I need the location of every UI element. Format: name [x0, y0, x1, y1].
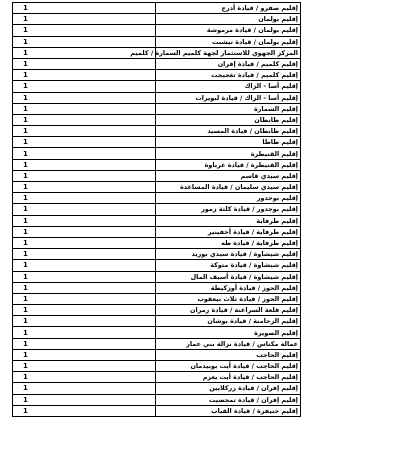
row-name-cell: إقليم طاطا	[156, 137, 301, 148]
table-row	[13, 103, 301, 114]
row-name-cell: إقليم صفرو / قيادة أدرج	[156, 3, 301, 14]
row-count-cell: 1	[13, 92, 156, 103]
table-row	[13, 170, 301, 181]
row-name-cell: إقليم طانطان	[156, 114, 301, 125]
row-count-cell: 1	[13, 383, 156, 394]
row-name-cell: إقليم الحاجب / قيادة أيت بوبيدمان	[156, 361, 301, 372]
row-count-cell: 1	[13, 114, 156, 125]
row-count-cell: 1	[13, 349, 156, 360]
row-count-cell: 1	[13, 316, 156, 327]
row-count-cell: 1	[13, 305, 156, 316]
row-count-cell: 1	[13, 70, 156, 81]
row-name-cell: إقليم القنيطرة / قيادة عرباوة	[156, 159, 301, 170]
table-row	[13, 405, 301, 416]
row-name-cell: إقليم الحوز / قيادة ثلاث نيعقوب	[156, 293, 301, 304]
table-row	[13, 394, 301, 405]
table-row	[13, 338, 301, 349]
table-row	[13, 114, 301, 125]
row-count-cell: 1	[13, 226, 156, 237]
table-row	[13, 361, 301, 372]
table-row	[13, 70, 301, 81]
row-count-cell: 1	[13, 47, 156, 58]
row-count-cell: 1	[13, 215, 156, 226]
table-row	[13, 327, 301, 338]
table-row	[13, 25, 301, 36]
row-name-cell: عمالة مكناس / قيادة نزالة بني عمار	[156, 338, 301, 349]
table-row	[13, 81, 301, 92]
row-name-cell: إقليم بوجدور	[156, 193, 301, 204]
row-name-cell: إقليم الحاجب	[156, 349, 301, 360]
table-row	[13, 47, 301, 58]
row-name-cell: إقليم الصويرة	[156, 327, 301, 338]
row-count-cell: 1	[13, 293, 156, 304]
row-count-cell: 1	[13, 159, 156, 170]
row-count-cell: 1	[13, 193, 156, 204]
row-count-cell: 1	[13, 394, 156, 405]
row-name-cell: إقليم سيدي سليمان / قيادة المساعدة	[156, 182, 301, 193]
table-row	[13, 159, 301, 170]
row-name-cell: إقليم خنيفرة / قيادة القباب	[156, 405, 301, 416]
document-table	[12, 2, 301, 417]
row-count-cell: 1	[13, 36, 156, 47]
row-name-cell: إقليم كلميم / قيادة إفران	[156, 58, 301, 69]
table-row	[13, 260, 301, 271]
row-name-cell: إقليم سيدي قاسم	[156, 170, 301, 181]
row-count-cell: 1	[13, 3, 156, 14]
row-count-cell: 1	[13, 170, 156, 181]
row-name-cell: إقليم إفران / قيادة تمحضيت	[156, 394, 301, 405]
table-row	[13, 58, 301, 69]
row-name-cell: إقليم بولمان / قيادة مرموشة	[156, 25, 301, 36]
row-name-cell: إقليم قلعة السراغنة / قيادة زمران	[156, 305, 301, 316]
table-row	[13, 226, 301, 237]
row-name-cell: إقليم طرفاية	[156, 215, 301, 226]
row-count-cell: 1	[13, 148, 156, 159]
row-name-cell: إقليم القنيطرة	[156, 148, 301, 159]
row-count-cell: 1	[13, 14, 156, 25]
table-row	[13, 372, 301, 383]
row-count-cell: 1	[13, 25, 156, 36]
table-row	[13, 271, 301, 282]
row-count-cell: 1	[13, 338, 156, 349]
row-count-cell: 1	[13, 126, 156, 137]
row-name-cell: إقليم الحاجب / قيادة أيت يعزم	[156, 372, 301, 383]
row-name-cell: إقليم إفران / قيادة زركلايين	[156, 383, 301, 394]
table-row	[13, 349, 301, 360]
row-name-cell: إقليم أسا - الزاك	[156, 81, 301, 92]
row-name-cell: إقليم طانطان / قيادة المسيد	[156, 126, 301, 137]
table-body	[13, 3, 301, 417]
row-name-cell: إقليم الحوز / قيادة أوزكيطة	[156, 282, 301, 293]
row-count-cell: 1	[13, 327, 156, 338]
table-row	[13, 316, 301, 327]
table-row	[13, 14, 301, 25]
row-name-cell: إقليم شيشاوة / قيادة متوكة	[156, 260, 301, 271]
row-count-cell: 1	[13, 137, 156, 148]
row-name-cell: إقليم بولمان / قيادة تيشبت	[156, 36, 301, 47]
table-row	[13, 215, 301, 226]
row-name-cell: إقليم أسا - الزاك / قيادة لبويرات	[156, 92, 301, 103]
row-name-cell: إقليم شيشاوة / قيادة سيدي بوزيد	[156, 249, 301, 260]
row-count-cell: 1	[13, 249, 156, 260]
row-name-cell: إقليم طرفاية / قيادة طه	[156, 237, 301, 248]
row-name-cell: إقليم بولمان	[156, 14, 301, 25]
row-count-cell: 1	[13, 282, 156, 293]
table-row	[13, 3, 301, 14]
row-name-cell: إقليم الرحامنة / قيادة بوشان	[156, 316, 301, 327]
row-count-cell: 1	[13, 372, 156, 383]
row-count-cell: 1	[13, 260, 156, 271]
table-row	[13, 305, 301, 316]
table-row	[13, 249, 301, 260]
table-row	[13, 182, 301, 193]
table-row	[13, 137, 301, 148]
row-count-cell: 1	[13, 182, 156, 193]
row-name-cell: إقليم بوجدور / قيادة كلثة زمور	[156, 204, 301, 215]
row-count-cell: 1	[13, 103, 156, 114]
table-row	[13, 293, 301, 304]
row-count-cell: 1	[13, 204, 156, 215]
table-row	[13, 383, 301, 394]
table-row	[13, 126, 301, 137]
row-name-cell: إقليم شيشاوة / قيادة أسيف المال	[156, 271, 301, 282]
row-name-cell: إقليم كلميم / قيادة تغجيجت	[156, 70, 301, 81]
row-count-cell: 1	[13, 361, 156, 372]
table-row	[13, 193, 301, 204]
row-name-cell: المركز الجهوي للاستثمار لجهة كلميم السمارة / كلميم	[156, 47, 301, 58]
table-row	[13, 204, 301, 215]
table-row	[13, 237, 301, 248]
row-count-cell: 1	[13, 271, 156, 282]
table-row	[13, 36, 301, 47]
row-name-cell: إقليم السمارة	[156, 103, 301, 114]
row-count-cell: 1	[13, 81, 156, 92]
table-row	[13, 148, 301, 159]
table-row	[13, 282, 301, 293]
row-count-cell: 1	[13, 58, 156, 69]
row-count-cell: 1	[13, 237, 156, 248]
row-count-cell: 1	[13, 405, 156, 416]
table-row	[13, 92, 301, 103]
row-name-cell: إقليم طرفاية / قيادة أخفينير	[156, 226, 301, 237]
